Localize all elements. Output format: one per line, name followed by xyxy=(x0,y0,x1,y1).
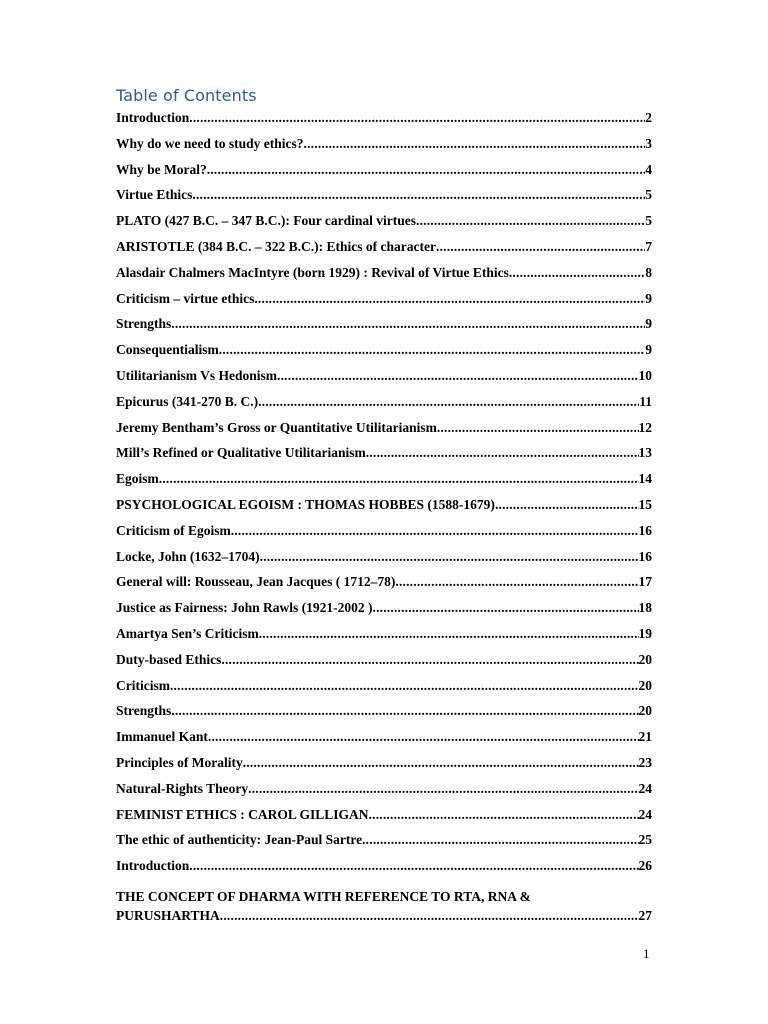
toc-entry-title: The ethic of authenticity: Jean-Paul Sartre xyxy=(116,832,363,848)
toc-dot-leader xyxy=(366,445,639,461)
toc-entry-page: 24 xyxy=(638,806,652,822)
toc-entry-page: 25 xyxy=(638,832,652,848)
toc-entry-title: Egoism xyxy=(116,471,159,487)
toc-entry-title: Criticism of Egoism xyxy=(116,522,231,538)
toc-entry-page: 9 xyxy=(645,316,652,332)
toc-entry[interactable] xyxy=(116,162,652,188)
toc-entry-title: Locke, John (1632–1704) xyxy=(116,548,260,564)
toc-entry[interactable] xyxy=(116,213,652,239)
toc-dot-leader xyxy=(259,626,639,642)
toc-entry[interactable] xyxy=(116,420,652,446)
toc-entry-title: Natural-Rights Theory xyxy=(116,780,249,796)
toc-entry-page: 9 xyxy=(645,342,652,358)
toc-entry[interactable] xyxy=(116,445,652,471)
toc-entry-title: Utilitarianism Vs Hedonism xyxy=(116,367,278,383)
toc-entry-page: 5 xyxy=(645,187,652,203)
toc-entry[interactable] xyxy=(116,755,652,781)
toc-entry-title: Epicurus (341-270 B. C.) xyxy=(116,393,259,409)
toc-entry[interactable] xyxy=(116,703,652,729)
toc-entry-title: Strengths xyxy=(116,703,172,719)
toc-entry-page: 13 xyxy=(638,445,652,461)
toc-dot-leader xyxy=(369,807,639,823)
toc-entry[interactable] xyxy=(116,729,652,755)
toc-entry-title: Justice as Fairness: John Rawls (1921-2002 ) xyxy=(116,600,373,616)
toc-entry-page: 14 xyxy=(638,471,652,487)
toc-dot-leader xyxy=(231,523,639,539)
toc-entry[interactable] xyxy=(116,626,652,652)
toc-entry[interactable] xyxy=(116,291,652,317)
toc-entry[interactable] xyxy=(116,781,652,807)
toc-entry-title-line2: PURUSHARTHA xyxy=(116,907,220,923)
toc-entry-title: Consequentialism xyxy=(116,342,219,358)
toc-dot-leader xyxy=(243,755,639,771)
toc-dot-leader xyxy=(416,213,645,229)
toc-dot-leader xyxy=(171,703,638,719)
toc-entry-page: 17 xyxy=(638,574,652,590)
toc-entry-page: 10 xyxy=(638,367,652,383)
toc-entry[interactable] xyxy=(116,574,652,600)
toc-entry-title: PLATO (427 B.C. – 347 B.C.): Four cardinal virtues xyxy=(116,213,416,229)
toc-entry-page: 12 xyxy=(638,419,652,435)
toc-entry[interactable] xyxy=(116,342,652,368)
toc-list xyxy=(116,110,652,925)
toc-dot-leader xyxy=(373,600,639,616)
toc-dot-leader xyxy=(221,652,638,668)
toc-entry-title-line1: THE CONCEPT OF DHARMA WITH REFERENCE TO RTA, RNA & xyxy=(116,888,531,904)
toc-entry-title: Criticism – virtue ethics xyxy=(116,290,255,306)
toc-entry[interactable] xyxy=(116,549,652,575)
toc-entry-title: Introduction xyxy=(116,110,190,125)
toc-entry-page: 4 xyxy=(645,161,652,177)
toc-entry-page: 11 xyxy=(639,393,652,409)
toc-entry-page: 21 xyxy=(638,729,652,745)
toc-entry-title: Why be Moral? xyxy=(116,161,207,177)
toc-dot-leader xyxy=(208,729,639,745)
toc-entry-title: Mill’s Refined or Qualitative Utilitarianism xyxy=(116,445,366,461)
toc-entry[interactable] xyxy=(116,265,652,291)
toc-entry[interactable] xyxy=(116,368,652,394)
toc-entry-page: 26 xyxy=(638,858,652,874)
toc-dot-leader xyxy=(189,858,638,874)
toc-entry[interactable] xyxy=(116,187,652,213)
toc-entry-page: 16 xyxy=(638,522,652,538)
toc-dot-leader xyxy=(159,471,639,487)
toc-entry[interactable] xyxy=(116,523,652,549)
toc-dot-leader xyxy=(437,420,639,436)
toc-entry-title: Duty-based Ethics xyxy=(116,651,222,667)
toc-dot-leader xyxy=(189,110,645,126)
toc-entry-title: Immanuel Kant xyxy=(116,729,208,745)
toc-entry-page: 8 xyxy=(645,264,652,280)
toc-entry[interactable] xyxy=(116,497,652,523)
toc-dot-leader xyxy=(248,781,638,797)
toc-entry[interactable] xyxy=(116,678,652,704)
toc-dot-leader xyxy=(171,316,645,332)
toc-entry-title: PSYCHOLOGICAL EGOISM : THOMAS HOBBES (1588-1679) xyxy=(116,496,495,512)
toc-entry-title: Amartya Sen’s Criticism xyxy=(116,625,259,641)
toc-entry-page: 15 xyxy=(638,496,652,512)
toc-dot-leader xyxy=(220,906,639,925)
toc-dot-leader xyxy=(362,832,638,848)
toc-entry-title: ARISTOTLE (384 B.C. – 322 B.C.): Ethics of character xyxy=(116,238,436,254)
toc-dot-leader xyxy=(192,187,645,203)
toc-dot-leader xyxy=(277,368,638,384)
toc-entry-page: 5 xyxy=(645,213,652,229)
toc-entry-page: 20 xyxy=(638,703,652,719)
toc-entry-title: Alasdair Chalmers MacIntyre (born 1929) : Revival of Virtue Ethics xyxy=(116,264,509,280)
toc-entry[interactable] xyxy=(116,239,652,265)
toc-entry[interactable] xyxy=(116,394,652,420)
toc-dot-leader xyxy=(219,342,645,358)
toc-entry-title: Criticism xyxy=(116,677,170,693)
toc-dot-leader xyxy=(436,239,645,255)
toc-dot-leader xyxy=(170,678,639,694)
toc-dot-leader xyxy=(509,265,645,281)
toc-dot-leader xyxy=(304,136,646,152)
toc-entry[interactable] xyxy=(116,884,652,925)
toc-entry[interactable] xyxy=(116,600,652,626)
toc-entry-title: Why do we need to study ethics? xyxy=(116,135,304,151)
toc-entry-title: Virtue Ethics xyxy=(116,187,193,203)
toc-entry-title: Principles of Morality xyxy=(116,754,243,770)
toc-dot-leader xyxy=(260,549,639,565)
toc-entry-row2 xyxy=(116,906,652,925)
toc-entry-page: 20 xyxy=(638,677,652,693)
toc-entry[interactable] xyxy=(116,652,652,678)
toc-entry-page: 23 xyxy=(638,754,652,770)
toc-entry-title: Introduction xyxy=(116,858,190,874)
toc-entry[interactable] xyxy=(116,832,652,858)
toc-entry-title: Strengths xyxy=(116,316,172,332)
toc-entry-page: 24 xyxy=(638,780,652,796)
toc-dot-leader xyxy=(395,574,638,590)
toc-entry-page: 20 xyxy=(638,651,652,667)
toc-entry[interactable] xyxy=(116,316,652,342)
toc-entry[interactable] xyxy=(116,110,652,136)
toc-entry[interactable] xyxy=(116,807,652,833)
toc-entry-title: Jeremy Bentham’s Gross or Quantitative Utilitarianism xyxy=(116,419,437,435)
toc-entry-page: 2 xyxy=(645,110,652,125)
toc-entry-page: 27 xyxy=(638,907,652,923)
toc-dot-leader xyxy=(258,394,639,410)
page-number: 1 xyxy=(643,946,650,961)
toc-entry-page: 3 xyxy=(645,135,652,151)
toc-entry-title: FEMINIST ETHICS : CAROL GILLIGAN xyxy=(116,806,369,822)
toc-entry-page: 19 xyxy=(638,625,652,641)
toc-dot-leader xyxy=(495,497,639,513)
toc-entry[interactable] xyxy=(116,471,652,497)
toc-entry[interactable] xyxy=(116,858,652,884)
toc-heading: Table of Contents xyxy=(116,86,257,105)
toc-entry-page: 18 xyxy=(638,600,652,616)
toc-entry[interactable] xyxy=(116,136,652,162)
toc-entry-title: General will: Rousseau, Jean Jacques ( 1712–78) xyxy=(116,574,396,590)
toc-entry-page: 16 xyxy=(638,548,652,564)
toc-entry-page: 9 xyxy=(645,290,652,306)
toc-entry-page: 7 xyxy=(645,238,652,254)
toc-dot-leader xyxy=(254,291,645,307)
toc-dot-leader xyxy=(207,162,646,178)
